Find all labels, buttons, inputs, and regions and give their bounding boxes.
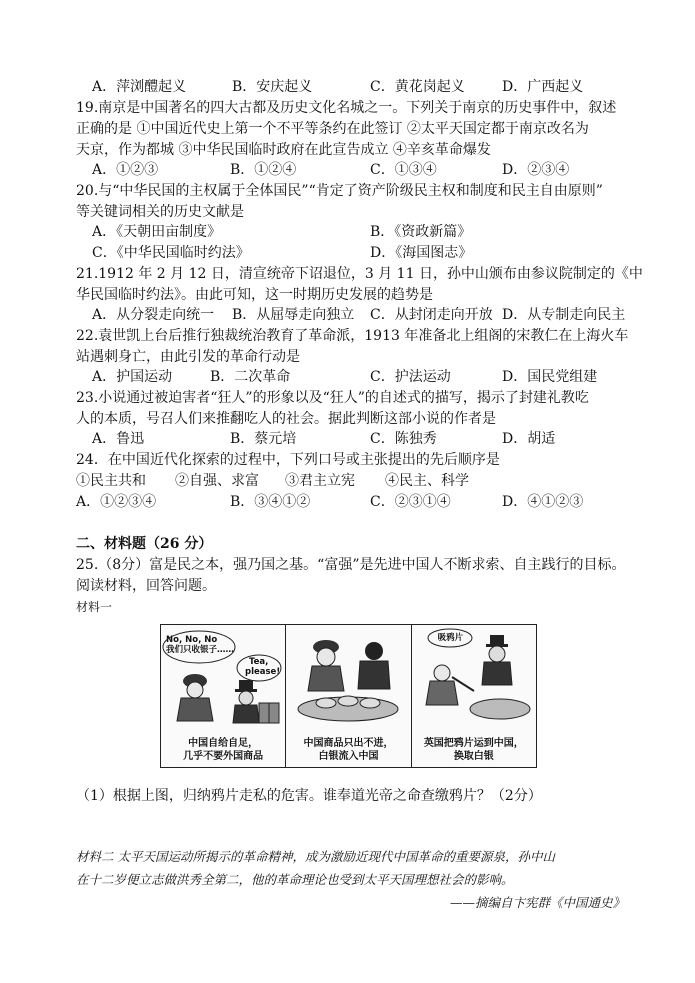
material2-line1: 材料二 太平天国运动所揭示的革命精神，成为激励近现代中国革命的重要源泉，孙中山	[76, 849, 555, 864]
q19-option-c: C．①③④	[370, 162, 437, 178]
q24-item-4: ④民主、科学	[385, 473, 469, 489]
q24-option-d: D．④①②③	[502, 494, 584, 510]
q19-stem-line2: 正确的是 ①中国近代史上第一个不平等条约在此签订 ②太平天国定都于南京改名为	[76, 121, 589, 137]
q20-stem-line1: 20.与“中华民国的主权属于全体国民”“肯定了资产阶级民主权和制度和民主自由原则”	[76, 183, 603, 199]
panel1-bubble-a-line1: No, No, No	[166, 635, 218, 645]
panel1-illustration	[161, 625, 285, 725]
q19-stem-line3: 天京，作为都城 ③中华民国临时政府在此宣告成立 ④辛亥革命爆发	[76, 142, 491, 158]
q22-option-a: A．护国运动	[92, 369, 173, 385]
q19-option-b: B．①②④	[230, 162, 297, 178]
q24-item-2: ②自强、求富	[175, 473, 259, 489]
panel1-bubble-b-line2: please!	[245, 667, 281, 677]
q22-option-c: C．护法运动	[370, 369, 451, 385]
material1-label: 材料一	[76, 600, 113, 614]
q18-option-d: D．广西起义	[502, 79, 584, 95]
comic-panel-3	[412, 625, 536, 767]
q23-option-b: B．蔡元培	[230, 431, 297, 447]
top-hat-icon	[239, 680, 253, 690]
speech-bubble-shape	[237, 655, 281, 681]
q24-option-a: A．①②③④	[76, 494, 157, 510]
q19-stem-line1: 19.南京是中国著名的四大古都及历史文化名城之一。下列关于南京的历史事件中，叙述	[76, 100, 617, 116]
q20-option-b: B．《资政新篇》	[370, 224, 472, 240]
panel2-caption-line2: 白银流入中国	[318, 751, 379, 762]
q24-stem: 24．在中国近代化探索的过程中，下列口号或主张提出的先后顺序是	[76, 452, 500, 468]
material2-source: ——摘编自卞宪群《中国通史》	[450, 895, 626, 910]
panel1-caption-line2: 几乎不要外国商品	[183, 751, 264, 762]
q23-stem-line2: 人的本质，号召人们来推翻吃人的社会。据此判断这部小说的作者是	[76, 411, 496, 427]
q21-stem-line1: 21.1912 年 2 月 12 日，清宣统帝下诏退位，3 月 11 日，孙中山颁布由参议院制定的《中	[76, 266, 643, 282]
panel1-caption	[161, 737, 285, 763]
q23-option-d: D．胡适	[502, 431, 556, 447]
q25-subquestion-1: （1）根据上图，归纳鸦片走私的危害。谁奉道光帝之命查缴鸦片？（2分）	[76, 788, 542, 804]
q21-option-b: B．从屈辱走向独立	[232, 307, 355, 323]
q18-option-a: A．萍浏醴起义	[92, 79, 187, 95]
comic-panel-2	[286, 625, 411, 767]
q22-stem-line2: 站遇刺身亡，由此引发的革命行动是	[76, 349, 300, 365]
panel3-caption-line1: 英国把鸦片运到中国，	[423, 738, 524, 749]
q20-stem-line2: 等关键词相关的历史文献是	[76, 204, 244, 220]
q24-item-3: ③君主立宪	[285, 473, 355, 489]
q18-option-b: B．安庆起义	[232, 79, 313, 95]
q20-option-c: C．《中华民国临时约法》	[92, 245, 250, 261]
q21-stem-line2: 华民国临时约法》。由此可知，这一时期历史发展的趋势是	[76, 287, 433, 303]
q19-option-a: A．①②③	[92, 162, 159, 178]
q24-item-1: ①民主共和	[76, 473, 146, 489]
q22-stem-line1: 22.袁世凯上台后推行独裁统治教育了革命派，1913 年准备北上组阁的宋教仁在上海火车	[76, 328, 629, 344]
material2-line2: 在十二岁便立志做洪秀全第二，他的革命理论也受到太平天国理想社会的影响。	[76, 872, 514, 887]
silver-pile-icon	[470, 699, 530, 719]
panel3-caption	[412, 737, 536, 763]
panel3-bubble: 吸鸦片	[437, 633, 464, 643]
q18-option-c: C．黄花岗起义	[370, 79, 465, 95]
panel2-illustration	[286, 625, 410, 725]
section2-title: 二、材料题（26 分）	[76, 536, 213, 552]
q22-option-d: D．国民党组建	[502, 369, 598, 385]
speech-bubble-shape	[163, 631, 235, 663]
panel1-bubble-b-line1: Tea,	[249, 657, 269, 667]
q21-option-d: D．从专制走向民主	[502, 307, 626, 323]
speech-bubble-shape	[428, 629, 472, 647]
top-hat-icon	[490, 635, 504, 645]
panel1-caption-line1: 中国自给自足，	[188, 738, 259, 749]
panel2-caption	[286, 737, 410, 763]
q24-option-c: C．②③①④	[370, 494, 451, 510]
q23-stem-line1: 23.小说通过被迫害者“狂人”的形象以及“狂人”的自述式的描写，揭示了封建礼教吃	[76, 390, 589, 406]
q25-stem-line2: 阅读材料，回答问题。	[76, 578, 216, 594]
q25-stem-line1: 25.（8分）富是民之本，强乃国之基。“富强”是先进中国人不断求索、自主践行的目标。	[76, 557, 626, 573]
q20-option-a: A．《天朝田亩制度》	[92, 224, 222, 240]
comic-panel-1	[161, 625, 286, 767]
opium-comic-figure	[160, 624, 537, 768]
q21-option-a: A．从分裂走向统一	[92, 307, 215, 323]
q21-option-c: C．从封闭走向开放	[370, 307, 493, 323]
q24-option-b: B．③④①②	[230, 494, 311, 510]
q19-option-d: D．②③④	[502, 162, 570, 178]
q23-option-a: A．鲁迅	[92, 431, 145, 447]
panel3-caption-line2: 换取白银	[453, 751, 494, 762]
merchant-head-icon	[365, 642, 383, 660]
panel3-illustration	[412, 625, 536, 725]
panel2-caption-line1: 中国商品只出不进，	[303, 738, 394, 749]
q20-option-d: D．《海国图志》	[370, 245, 473, 261]
q23-option-c: C．陈独秀	[370, 431, 437, 447]
panel1-bubble-a-line2: 我们只收银子……	[166, 645, 235, 655]
q22-option-b: B．二次革命	[210, 369, 291, 385]
